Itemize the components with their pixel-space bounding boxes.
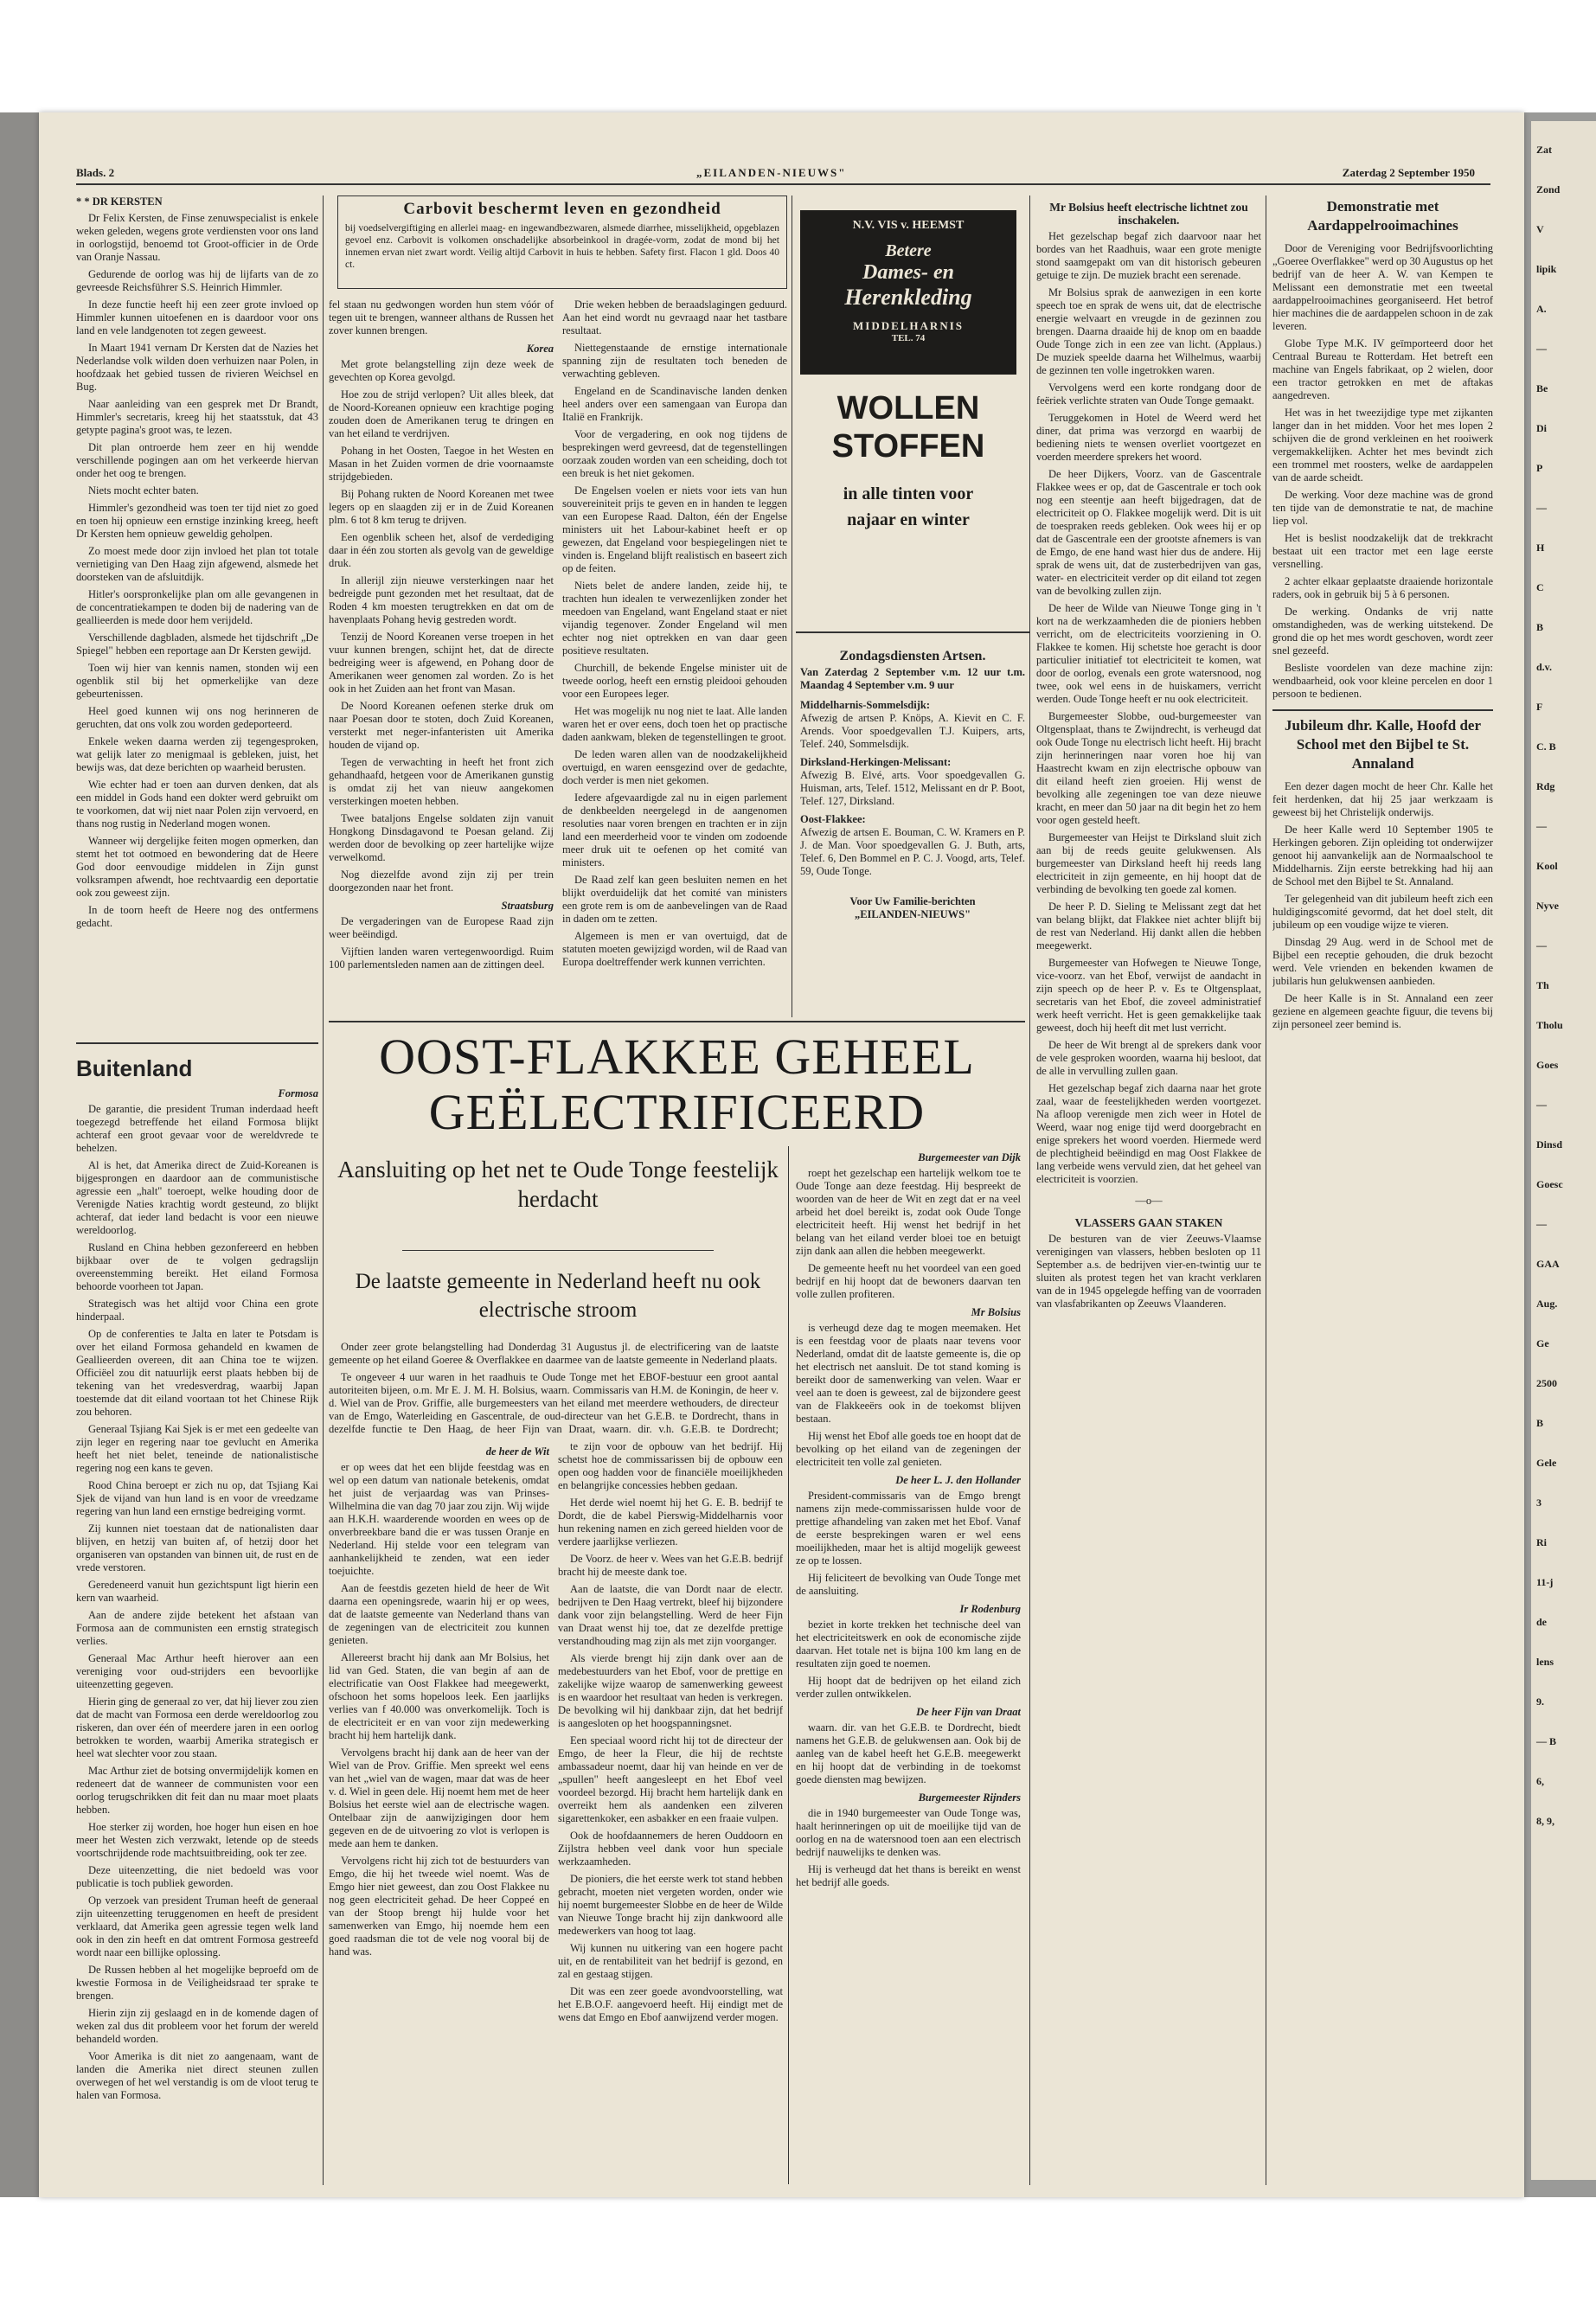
paragraph: Teruggekomen in Hotel de Weerd werd het diner, dat prima was verzorgd en waarbij de bediening niets te wensen overliet voortgezet en voerden meerdere sprekers het woord.: [1036, 412, 1261, 463]
paragraph: De Raad zelf kan geen besluiten nemen en het blijkt overduidelijk dat het comité van ministers een grote rem is om de aanbevelingen van de Raad in daden om te zetten.: [562, 874, 787, 925]
paragraph: er op wees dat het een blijde feestdag was en wel op een datum van nationale betekenis, omdat het juist de verjaardag was van Prinses-Wilhelmina die van dag 70 jaar zou zijn. Wij wijde aan H.K.H. waarderende woorden en wees op de onverbreekbare band die er was tussen Oranje en Nederland. Hij stelde voor een telegram van aanhankelijkheid te zenden, wat een ieder toejuichte.: [329, 1461, 549, 1577]
paragraph: Wanneer wij dergelijke feiten mogen opmerken, dan stemt het tot ootmoed en bewondering dat de Heere God door eenvoudige middelen in Zijn gunst volksrampen afwendt, hoe rechtvaardig een deportatie ook zou geweest zijn.: [76, 835, 318, 899]
sig-rijnders: Burgemeester Rijnders: [918, 1791, 1021, 1804]
paragraph: De heer Kalle werd 10 September 1905 te Herkingen geboren. Zijn opleiding tot onderwijzer genoot hij aanvankelijk aan de Normaalschool te Middelharnis. Zijn eerste betrekking had hij aan de School met den Bijbel te St. Annaland.: [1272, 824, 1493, 888]
main-subhead-1: Aansluiting op het net te Oude Tonge feestelijk herdacht: [337, 1157, 779, 1212]
paragraph: Geredeneerd vanuit hun gezichtspunt ligt hierin een kern van waarheid.: [76, 1579, 318, 1604]
korea-dateline: Korea: [526, 343, 554, 355]
artsen-section-head: Middelharnis-Sommelsdijk:: [800, 699, 931, 711]
paragraph: Pohang in het Oosten, Taegoe in het Westen en Masan in het Zuiden vormen de drie voornaamste strijdgebieden.: [329, 445, 554, 483]
paragraph: Toen wij hier van kennis namen, stonden wij een ogenblik stil bij het opmerkelijke van deze gebeurtenissen.: [76, 662, 318, 700]
headline-rule: [329, 1021, 1025, 1022]
partial-fragment: lipik: [1536, 263, 1557, 275]
partial-fragment: C: [1536, 581, 1544, 593]
main-body2: [329, 1461, 549, 1958]
masthead-rule: [76, 183, 1490, 185]
partial-fragment: —: [1536, 502, 1547, 514]
buitenland-paragraphs: [76, 1103, 318, 2102]
paragraph: De pioniers, die het eerste werk tot stand hebben gebracht, moeten niet vergeten worden, onder wie hij noemt burgemeester Slobbe en de heer de Wilde van Nieuwe Tonge bracht hij zijn dankwoord alle medewerkers van hoog tot laag.: [558, 1873, 783, 1937]
ad-rule: [796, 631, 1029, 633]
paragraph: Hierin zijn zij geslaagd en in de komende dagen of weken zal dus dit probleem voor het forum der wereld behandeld worden.: [76, 2007, 318, 2045]
paragraph: Niets belet de andere landen, zeide hij, te trachten hun idealen te verwezenlijken zonder het meedoen van Engeland, want Engeland staat er niet vijandig tegenover. Zonder Engeland wil men echter nog niet optrekken en van daar geen positieve resultaten.: [562, 580, 787, 657]
paragraph: Churchill, de bekende Engelse minister uit de tweede oorlog, heeft een ernstig pleidooi gehouden voor een Europees leger.: [562, 662, 787, 700]
column-divider: [1029, 195, 1030, 2185]
artsen-footer-1: Voor Uw Familie-berichten: [849, 895, 976, 907]
paragraph: Gedurende de oorlog was hij de lijfarts van de zo gevreesde Reichsführer S.S. Heinrich Himmler.: [76, 268, 318, 293]
paragraph: Niettegenstaande de ernstige internationale spanning zijn de resultaten toch beneden de verwachting gebleven.: [562, 342, 787, 380]
partial-fragment: —: [1536, 939, 1547, 952]
main-col4: [796, 1322, 1021, 1469]
vlassers-title: VLASSERS GAAN STAKEN: [1074, 1216, 1223, 1229]
partial-fragment: 11-j: [1536, 1576, 1554, 1588]
paragraph: Hij feliciteert de bevolking van Oude Tonge met de aansluiting.: [796, 1572, 1021, 1597]
left-margin: [0, 112, 39, 2197]
paragraph: Generaal Mac Arthur heeft hierover aan een vereniging voor oud-strijders een bevoorlijke uiteenzetting gegeven.: [76, 1652, 318, 1690]
partial-fragment: —: [1536, 1218, 1547, 1230]
sig-dewit: de heer de Wit: [485, 1445, 549, 1458]
paragraph: Een dezer dagen mocht de heer Chr. Kalle het feit herdenken, dat hij 25 jaar werkzaam is geweest bij het Christelijk onderwijs.: [1272, 780, 1493, 818]
paragraph: 2 achter elkaar geplaatste draaiende horizontale raders, ook in gebruik bij 5 à 6 personen.: [1272, 575, 1493, 600]
main-subhead-2: De laatste gemeente in Nederland heeft nu ook electrische stroom: [355, 1270, 761, 1322]
column-divider: [323, 195, 324, 2185]
vlassers-text: De besturen van de vier Zeeuws-Vlaamse verenigingen van vlassers, hebben besloten op 11 September a.s. de bedrijven vier-en-twintig uur te sluiten als protest tegen het van kracht verklaren van de in 1945 opgelegde heffing van de voorraden van vlasfabrikanten op Zeeuws Vlaanderen.: [1036, 1233, 1261, 1310]
ad-line-3: Herenkleding: [844, 285, 972, 310]
top-margin: [0, 0, 1596, 112]
paragraph: die in 1940 burgemeester van Oude Tonge was, haalt herinneringen op uit de moeilijke tijd van de oorlog en na de watersnood toen aan een electrisch bedrijf nauwelijks te denken was.: [796, 1807, 1021, 1858]
paragraph: Drie weken hebben de beraadslagingen geduurd. Aan het eind wordt nu gevraagd naar het tastbare resultaat.: [562, 298, 787, 336]
buitenland-article: [76, 1051, 318, 2184]
paragraph: Te ongeveer 4 uur waren in het raadhuis te Oude Tonge met het EBOF-bestuur een groot aantal autoriteiten bijeen, o.m. Mr E. J. M. H. Bolsius, waarn. Commissaris van H.M. de Koningin, de heer v. d. Wiel van de Prov. Griffie, alle burgemeesters van het eiland met meerdere wethouders, de directeur van de Emgo, Waterleiding en Gascentrale, de oud-directeur van het G.E.B. te Dordrecht, thans in dezelfde functie te Den Haag, de heer Fijn van Draat, waarn. dir. v.h. G.E.B. te Dordrecht;: [329, 1371, 779, 1435]
vis-heemst-logo: [800, 210, 1016, 375]
right-column: [1036, 195, 1261, 2185]
carbovit-ad: [337, 195, 787, 289]
paragraph: Niets mocht echter baten.: [88, 484, 199, 497]
paragraph: Algemeen is men er van overtuigd, dat de statuten moeten gewijzigd worden, wil de Raad van Europa doeltreffender werk kunnen verrichten.: [562, 930, 787, 968]
paragraph: De gemeente heeft nu het voordeel van een goed bedrijf en hij hoopt dat de bewoners daarvan ten volle zullen profiteren.: [796, 1262, 1021, 1300]
korea-paragraphs: [329, 358, 554, 894]
carbovit-title: Carbovit beschermt leven en gezondheid: [403, 200, 721, 218]
paragraph: Hitler's oorspronkelijke plan om alle gevangenen in de concentratiekampen te doden bij de nadering van de geallieerden is mede door hem verijdeld.: [76, 588, 318, 626]
partial-fragment: Kool: [1536, 860, 1558, 872]
partial-fragment: Goes: [1536, 1059, 1559, 1071]
paragraph: beziet in korte trekken het technische deel van het electriciteitswerk en ook de economische zijde daarvan. Het totale net is bijna 100 km lang en de resultaten zijn goed te noemen.: [796, 1618, 1021, 1670]
sig-rodenburg: Ir Rodenburg: [959, 1603, 1021, 1615]
paragraph: Dit plan ontroerde hem zeer en hij wendde verschillende pogingen aan om het verkeerde hiervan onder het oog te brengen.: [76, 441, 318, 479]
partial-fragment: Nyve: [1536, 900, 1559, 912]
paragraph: Ter gelegenheid van dit jubileum heeft zich een huldigingscomité gevormd, dat het doel stelt, dit jubileum op een voudige wijze te vieren.: [1272, 893, 1493, 931]
main-col6: [796, 1618, 1021, 1701]
artsen-section-text: Afwezig de artsen E. Bouman, C. W. Kramers en P. J. de Man. Voor spoedgevallen G. J. Buth, arts, Telef. 6, Den Bommel en P. C. J. Voogd, arts, Telef. 59, Oude Tonge.: [800, 826, 1025, 877]
paragraph: Vijftien landen waren vertegenwoordigd. Ruim 100 parlementsleden namen aan de zittingen deel.: [329, 945, 554, 971]
paragraph: Wij kunnen nu uitkering van een hogere pacht uit, en de rentabiliteit van het bedrijf is gezond, en zal en gestaag stijgen.: [558, 1942, 783, 1980]
partial-fragment: B: [1536, 1417, 1544, 1429]
paragraph: Dinsdag 29 Aug. werd in de School met de Bijbel een receptie gehouden, die druk bezocht werd. Vele vrienden en bekenden kwamen de jubilaris hun gelukwensen aanbieden.: [1272, 936, 1493, 987]
paragraph: Dr Felix Kersten, de Finse zenuwspecialist is enkele weken geleden, wegens grote verdiensten voor ons land in oorlogstijd, benoemd tot Groot-officier in de Orde van Oranje Nassau.: [76, 212, 318, 263]
para-sieling: De heer P. D. Sieling te Melissant zegt dat het van belang blijkt, dat Flakkee niet achter blijft bij de rest van Nederland. Hij dankt allen die hebben meegewerkt.: [1036, 901, 1261, 952]
partial-fragment: —: [1536, 820, 1547, 832]
partial-fragment: C. B: [1536, 740, 1556, 753]
paragraph: Een speciaal woord richt hij tot de directeur der Emgo, de heer la Fleur, die hij de rechtste ambassadeur noemt, daar hij van heinde en ver de „spullen" heeft aangesleept en het Ebof veel voordeel bezorgd. Hij bracht hem hartelijk dank en overreikt hem als aandenken een zilveren sigarettenkoker, een asbakker en een fraaie vulpen.: [558, 1734, 783, 1824]
ad-place: MIDDELHARNIS: [852, 319, 964, 332]
paragraph: In deze functie heeft hij een zeer grote invloed op Himmler kunnen uitoefenen en is daardoor voor ons land en vele landgenoten tot zegen geweest.: [76, 298, 318, 336]
demonstratie-paragraphs: [1272, 242, 1493, 701]
paragraph: Tegen de verwachting in heeft het front zich gehandhaafd, hetgeen voor de Amerikanen gunstig is omdat zij het van nieuw aangekomen versterkingen moeten hebben.: [329, 756, 554, 807]
partial-fragment: — B: [1536, 1735, 1557, 1747]
paragraph: Nog diezelfde avond zijn zij per trein doorgezonden naar het front.: [329, 868, 554, 894]
paragraph: Een ogenblik scheen het, alsof de verdediging daar in één zou storten als gevolg van de geweldige druk.: [329, 531, 554, 569]
bolsius-paragraphs: [1036, 230, 1261, 464]
artsen-section-text: Afwezig de artsen P. Knöps, A. Kievit en C. F. Arends. Voor spoedgevallen T.J. Kuipers, arts, Telef. 240, Sommelsdijk.: [800, 712, 1025, 750]
column-rule: [76, 1042, 318, 1044]
kersten-heading: * * DR KERSTEN: [76, 195, 163, 208]
sig-vandijk: Burgemeester van Dijk: [918, 1151, 1021, 1163]
next-page-fragments: [1531, 121, 1596, 1841]
paragraph: Aan de andere zijde betekent het afstaan van Formosa aan de communisten een ernstig strategisch verlies.: [76, 1609, 318, 1647]
paragraph: roept het gezelschap een hartelijk welkom toe te Oude Tonge aan deze feestdag. Hij bespreekt de woorden van de heer de Wit en zegt dat er na veel arbeid het doel bereikt is, zodat ook Oude Tonge electriciteit heeft. Hij wenst het bedrijf in het belang van het eiland verder bloei toe en betuigt zijn dank aan allen die hebben meegewerkt.: [796, 1167, 1021, 1257]
paragraph: De Voorz. de heer v. Wees van het G.E.B. bedrijf bracht hij de meeste dank toe.: [558, 1553, 783, 1578]
straatsburg-paragraphs: [329, 915, 554, 971]
paragraph: Deze uiteenzetting, die niet bedoeld was voor publicatie is toch publiek geworden.: [76, 1864, 318, 1889]
para-hofwegen: Burgemeester van Hofwegen te Nieuwe Tonge, vice-voorz. van het Ebof, verwijst de aandacht in zijn speech op de heer P. v. Es te Oltgensplaat, secretaris van het Ebof, die zoveel administratief werk heeft verricht. Het is geen gemakkelijke taak geweest, doch hij heeft dit met lust verricht.: [1036, 957, 1261, 1034]
partial-fragment: H: [1536, 542, 1545, 554]
main-col7: [796, 1721, 1021, 1786]
korea-lead: fel staan nu gedwongen worden hun stem vóór of tegen uit te brengen, wanneer althans de Russen het zover kunnen brengen.: [329, 298, 554, 336]
paragraph: De vergaderingen van de Europese Raad zijn weer beëindigd.: [329, 915, 554, 940]
paragraph: De Russen hebben al het mogelijke beproefd om de kwestie Formosa in de Veiligheidsraad ter sprake te brengen.: [76, 1964, 318, 2002]
kalle-paragraphs: [1272, 780, 1493, 1031]
paragraph: Zij kunnen niet toestaan dat de nationalisten daar blijven, en hetzij van buiten af, of hetzij door het organiseren van opstanden van binnen uit, de rust en de vrede verstoren.: [76, 1522, 318, 1574]
paragraph: Hij hoopt dat de bedrijven op het eiland zich verder zullen ontwikkelen.: [796, 1675, 1021, 1700]
partial-fragment: Tholu: [1536, 1019, 1563, 1031]
paragraph: Generaal Tsjiang Kai Sjek is er met een gedeelte van zijn leger en regering naar toe gevlucht en Amerika heeft het niet belet, teneinde de nationalistische regering nog een kans te geven.: [76, 1423, 318, 1474]
partial-fragment: Th: [1536, 979, 1549, 991]
main-headline-1: OOST-FLAKKEE GEHEEL: [379, 1029, 975, 1085]
ad-line-2: Dames- en: [862, 261, 954, 284]
paragraph: In Maart 1941 vernam Dr Kersten dat de Nazies het Nederlandse volk wilden doen verhuizen naar Polen, in hoofdzaak het gebied tussen de rivieren Weichsel en Bug.: [76, 342, 318, 393]
paragraph: Al is het, dat Amerika direct de Zuid-Koreanen is bijgesprongen en daardoor aan de communistische agressie een „halt" toeroept, welke houding door de Verenigde Naties krachtig wordt gesteund, zo blijkt achteraf, dat ieder land bedacht is voor een nieuwe wereldoorlog.: [76, 1159, 318, 1236]
partial-fragment: Dinsd: [1536, 1138, 1563, 1150]
paragraph: Engeland en de Scandinavische landen denken heel anders over een samengaan van Europa dan Italië en Frankrijk.: [562, 385, 787, 423]
paragraph: Strategisch was het altijd voor China een grote hinderpaal.: [76, 1298, 318, 1323]
paragraph: In de toorn heeft de Heere nog des ontfermens gedacht.: [76, 904, 318, 929]
far-right-column: [1272, 195, 1493, 2185]
artsen-section-head: Dirksland-Herkingen-Melissant:: [800, 756, 952, 768]
subhead-rule: [402, 1250, 714, 1251]
paragraph: Tenzij de Noord Koreanen verse troepen in het vuur kunnen brengen, schijnt het, dat de directe bedreiging weer is afgewend, en Pohang door de Amerikanen weer genomen zal worden. Zo is het ook in het Zuiden aan het front van Masan.: [329, 631, 554, 695]
main-article-body: [329, 1341, 779, 1436]
divider: —o—: [1135, 1195, 1163, 1207]
partial-fragment: Zat: [1536, 144, 1552, 156]
partial-fragment: Ge: [1536, 1337, 1549, 1349]
paragraph: Hij is verheugd dat het thans is bereikt en wenst het bedrijf alle goeds.: [796, 1863, 1021, 1888]
paragraph: Ook de hoofdaannemers de heren Ouddoorn en Zijlstra hebben veel dank voor hun speciale werkzaamheden.: [558, 1830, 783, 1868]
paragraph: Mac Arthur ziet de botsing onvermijdelijk komen en redeneert dat de wanneer de communisten voor een oorlog terugschrikken dit feit dan nu maar moet plaats hebben.: [76, 1765, 318, 1816]
ad-head-2: STOFFEN: [831, 428, 985, 465]
paragraph: Zo moest mede door zijn invloed het plan tot totale vernietiging van Den Haag zijn afgewend, alsmede het doorsteken van de afsluitdijk.: [76, 545, 318, 583]
paragraph: Als vierde brengt hij zijn dank over aan de medebestuurders van het Ebof, voor de prettige en zakelijke wijze waarop de samenwerking geweest is en waardoor het resultaat van heden is verkregen. De bevolking wil hij dankbaar zijn, dat het bedrijf is aangesloten op het hoogspanningsnet.: [558, 1652, 783, 1729]
paragraph: Mr Bolsius sprak de aanwezigen in een korte speech toe en sprak de wens uit, dat de electrische energie welvaart en vreugde in de gezinnen zou brengen. Daarna draaide hij de knop om en baadde Oude Tonge zich in een zee van licht. (Applaus.) De muziek speelde daarna het Wilhelmus, waarbij de gezinnen ten volle ingetrokken waren.: [1036, 286, 1261, 376]
paragraph: Besliste voordelen van deze machine zijn: wendbaarheid, ook voor kleine percelen en door 1 persoon te bedienen.: [1272, 662, 1493, 700]
partial-fragment: 8, 9,: [1536, 1815, 1554, 1827]
paragraph: Twee bataljons Engelse soldaten zijn vanuit Hongkong Dinsdagavond te Poesan geland. Zij werden door de bevolking op zeer hartelijke wijze verwelkomd.: [329, 812, 554, 863]
brand-name: N.V. VIS v. HEEMST: [852, 219, 965, 232]
artsen-box: [800, 644, 1025, 1008]
ad-head-1: WOLLEN: [836, 390, 980, 426]
ad-line-1: Betere: [885, 241, 932, 260]
paragraph: Hoe sterker zij worden, hoe hoger hun eisen en hoe meer het Westen zich verzwakt, letende op de steeds voortschrijdende rode machtsuitbreiding, ook ter zee.: [76, 1821, 318, 1859]
paragraph: Hij wenst het Ebof alle goeds toe en hoopt dat de bevolking op het eiland van de zegeningen der electriciteit ten volle zal genieten.: [796, 1430, 1021, 1468]
partial-fragment: —: [1536, 1099, 1547, 1111]
paragraph: Rood China beroept er zich nu op, dat Tsjiang Kai Sjek de vijand van hun land is en voor de vreedzame regering van hun land een ernstige bedreiging vormt.: [76, 1479, 318, 1517]
paragraph: Het was in het tweezijdige type met zijkanten langer dan in het midden. Voor het mes lopen 2 schijven die de grond verkleinen en het rooiwerk vergemakkelijken. Achter het mes bevindt zich een trommel met roosters, welke de aardappelen van de aarde scheidt.: [1272, 407, 1493, 484]
paragraph: Vervolgens richt hij zich tot de bestuurders van Emgo, die hij het tweede wiel noemt. Was de Emgo hier niet geweest, dan zou Oost Flakkee nu nog geen electriciteit gehad. De heer Coppeé en van der Stoop brengt hij hulde voor het samenwerken van Emgo, hij noemde hem een goed raadsman die tot de vele nog vooral bij de hand was.: [329, 1855, 549, 1958]
next-page-edge: [1531, 121, 1596, 2180]
masthead-title: „EILANDEN-NIEUWS": [696, 166, 847, 179]
partial-fragment: 9.: [1536, 1695, 1544, 1708]
para-dewit: De heer de Wit brengt al de sprekers dank voor de vele gesproken woorden, waarna hij besloot, dat de alle in vervulling zullen gaan.: [1036, 1039, 1261, 1077]
newspaper-page: [39, 112, 1524, 2197]
main-headline-2: GEËLECTRIFICEERD: [428, 1084, 926, 1140]
partial-fragment: Zond: [1536, 183, 1561, 195]
partial-fragment: d.v.: [1536, 661, 1553, 673]
partial-fragment: 3: [1536, 1497, 1542, 1509]
partial-fragment: V: [1536, 223, 1544, 235]
artsen-period: Van Zaterdag 2 September v.m. 12 uur t.m. Maandag 4 September v.m. 9 uur: [800, 666, 1025, 691]
partial-fragment: GAA: [1536, 1258, 1560, 1270]
paragraph: Onder zeer grote belangstelling had Donderdag 31 Augustus jl. de electrificering van de laatste gemeente op het eiland Goeree & Overflakkee en daarmee van de laatste gemeente in Nederland plaats.: [329, 1341, 779, 1366]
paragraph: Dit was een zeer goede avondvoorstelling, wat het E.B.O.F. aangevoerd heeft. Hij eindigt met de wens dat Emgo en Ebof aanwijzend verder mogen.: [558, 1985, 783, 2023]
paragraph: In allerijl zijn nieuwe versterkingen naar het bedreigde punt gezonden met het resultaat, dat de Roden 4 km moesten terugtrekken en dat om de havenplaats Pohang hevig gestreden wordt.: [329, 574, 554, 625]
paragraph: De werking. Voor deze machine was de grond ten tijde van de demonstratie te nat, de machine liep vol.: [1272, 489, 1493, 527]
kersten-article: [76, 195, 318, 1039]
buitenland-dateline: Formosa: [278, 1087, 318, 1099]
artsen-footer-2: „EILANDEN-NIEUWS": [854, 908, 971, 920]
paragraph: Naar aanleiding van een gesprek met Dr Brandt, Himmler's secretaris, kreeg hij het staatsstuk, dat 43 getypte pagina's groot was, te lezen.: [76, 398, 318, 436]
partial-fragment: lens: [1536, 1656, 1554, 1668]
kalle-title: Jubileum dhr. Kalle, Hoofd der School met den Bijbel te St. Annaland: [1284, 717, 1481, 772]
paragraph: Het derde wiel noemt hij het G. E. B. bedrijf te Dordt, die de kabel Pierswig-Middelharnis voor hun rekening namen en zich gereed hielden voor de verdere jaarlijkse verliezen.: [558, 1497, 783, 1548]
partial-fragment: Goesc: [1536, 1178, 1563, 1190]
paragraph: Iedere afgevaardigde zal nu in eigen parlement de denkbeelden neergelegd in de aangenomen resoluties naar voren brengen en trachten er in zijn land een meerderheid voor te vinden om zodoende meer druk uit te oefenen op het comité van ministers.: [562, 792, 787, 868]
paragraph: Vervolgens werd een korte rondgang door de feëriek verlichte straten van Oude Tonge gemaakt.: [1036, 381, 1261, 407]
paragraph: Voor de vergadering, en ook nog tijdens de besprekingen werd gevreesd, dat de tegenstellingen oorzaak zouden worden van een scheiding, doch tot een breuk is het niet gekomen.: [562, 428, 787, 479]
paragraph: Globe Type M.K. IV geïmporteerd door het Centraal Bureau te Rotterdam. Het betreft een machine van Engels fabrikaat, op 2 wielen, door een tractor getrokken en met de aftakas aangedreven.: [1272, 337, 1493, 401]
partial-fragment: 6,: [1536, 1775, 1544, 1787]
paragraph: Heel goed kunnen wij ons nog herinneren de geruchten, dat ons volk zou worden gedeporteerd.: [76, 705, 318, 730]
artsen-title: Zondagsdiensten Artsen.: [839, 649, 986, 663]
straatsburg-article: [562, 298, 787, 1016]
ad-tel: TEL. 74: [891, 333, 926, 343]
paragraph: De leden waren allen van de noodzakelijkheid overtuigd, en waren eensgezind over de gedachte, doch verder is men niet gekomen.: [562, 748, 787, 786]
paragraph: Voor Amerika is dit niet zo aangenaam, want de landen die Amerika niet direct steunen zullen overwegen of het wel verstandig is om de vloot terug te halen van Formosa.: [76, 2050, 318, 2101]
bolsius-title: Mr Bolsius heeft electrische lichtnet zou inschakelen.: [1049, 201, 1248, 227]
paragraph: De werking. Ondanks de vrij natte omstandigheden, was de werking uitstekend. De grond die op het mes wordt geschoven, wordt zeer snel gezeefd.: [1272, 606, 1493, 657]
paragraph: Het is beslist noodzakelijk dat de trekkracht bestaat uit een tractor met een lage eerste versnelling.: [1272, 532, 1493, 570]
kersten-paragraphs: [76, 212, 318, 930]
section-rule: [1272, 709, 1493, 711]
main-col8: [796, 1807, 1021, 1889]
paragraph: Verschillende dagbladen, alsmede het tijdschrift „De Spiegel" hebben een reportage aan Dr Kersten gewijd.: [76, 631, 318, 657]
paragraph: De Engelsen voelen er niets voor iets van hun souvereiniteit prijs te geven en in handen te leggen van een Europese Raad. Dalton, één der Engelse ministers uit het Labour-kabinet heeft er op gewezen, dat Engeland voor bespiegelingen niet te vinden is. Engeland blijft realistisch en baseert zich op de feiten.: [562, 484, 787, 574]
paragraph: Himmler's gezondheid was toen ter tijd niet zo goed en toen hij opnieuw een ernstige inzinking kreeg, heeft Dr Kersten hem opnieuw geweldig geholpen.: [76, 502, 318, 540]
wollen-stoffen-ad: [800, 389, 1016, 533]
para-heijst: Burgemeester van Heijst te Dirksland sluit zich aan bij de reeds geuite gelukwensen. Als burgemeester van Dirksland heeft hij reeds lang electriciteit in zijn gemeente, en hij hoopt dat de verbinding de bevolking ten goede zal komen.: [1036, 831, 1261, 895]
main-article-col-2: [558, 1440, 783, 2184]
main-col2: [558, 1440, 783, 2024]
paragraph: Hoe zou de strijd verlopen? Uit alles bleek, dat de Noord-Koreanen opnieuw een krachtige poging zouden doen de Amerikanen terug te dringen en van het eiland te verdrijven.: [329, 388, 554, 439]
paragraph: waarn. dir. van het G.E.B. te Dordrecht, biedt namens het G.E.B. de gelukwensen aan. Ook bij de aanleg van de kabel heeft het G.E.B. meegewerkt en hij hoopt dat de verbinding in de toekomst goede diensten mag bewijzen.: [796, 1721, 1021, 1785]
paragraph: Allereerst bracht hij dank aan Mr Bolsius, het lid van Ged. Staten, die van begin af aan de electrificatie van Oost Flakkee had meegewerkt, ofschoon het soms hopeloos leek. Een jaarlijks verlies van f 40.000 was onverkomelijk. Toch is de electriciteit er en van voor zijn medewerking bracht hij hem hartelijk dank.: [329, 1651, 549, 1741]
main-headline: [329, 1029, 1025, 1140]
para-end: Het gezelschap begaf zich daarna naar het grote zaal, waar de feestelijkheden werden voortgezet. Na afloop verenigde men zich weer in Hotel de Weerd, waar nog enige tijd werd doorgebracht en enige sprekers het woord voerden. Hiermede werd de plechtigheid beëindigd en mag Oost Flakkee de lang verbeide wens vervuld zien, dat het geheel van electriciteit is voorzien.: [1036, 1082, 1261, 1185]
artsen-sections: [800, 699, 1025, 878]
paragraph: te zijn voor de opbouw van het bedrijf. Hij schetst hoe de commissarissen bij de opbouw een open oog hadden voor de financiële moeilijkheden en belangrijke concessies hebben gedaan.: [558, 1440, 783, 1491]
bottom-margin: [0, 2197, 1596, 2301]
paragraph: is verheugd deze dag te mogen meemaken. Het is een feestdag voor de plaats naar tevens voor Nederland, omdat dit de laatste gemeente is, die op het electrisch net aansluit. De tot stand koming is bereikt door de samenwerking van velen. Waar er veel aan te doen is geweest, zal de bijzondere geest van de Flakkeeërs ook in de toekomst blijven bestaan.: [796, 1322, 1021, 1425]
paragraph: Door de Vereniging voor Bedrijfsvoorlichting „Goeree Overflakkee" werd op 30 Augustus op het bedrijf van de heer A. W. van Kempen te Melissant een demonstratie met een tweetal aardappelrooimachines georganiseerd. Het betrof hier machines die de aardappelen schoon in de zak leveren.: [1272, 242, 1493, 332]
artsen-section-text: Afwezig B. Elvé, arts. Voor spoedgevallen G. Huisman, arts, Telef. 1512, Melissant en dr P. Boot, Telef. 127, Dirksland.: [800, 769, 1025, 807]
paragraph: Hierin ging de generaal zo ver, dat hij liever zou zien dat de macht van Formosa een derde wereldoorlog zou riskeren, dan over één of meerdere jaren in een oorlog betrokken te worden, waarbij Amerika strategisch er heel wat slechter voor zou staan.: [76, 1695, 318, 1759]
artsen-section-head: Oost-Flakkee:: [800, 813, 866, 825]
main-article-intro: [329, 1341, 779, 1436]
main-col5: [796, 1490, 1021, 1598]
partial-fragment: Rdg: [1536, 780, 1555, 792]
para-dewilde: De heer de Wilde van Nieuwe Tonge ging in 't kort na de werkzaamheden die de pioniers hebben verricht, om de electriciteits voorziening in O. Flakkee te komen. Hij schetste hoe geracht is door particulier initiatief tot electriciteit te komen, wat door de oorlog, evenals een grote watersnood, nog twee, ook wel eens in de huiskamers, verricht werden. Oude Tonge heeft er nu ook electriciteit.: [1036, 602, 1261, 705]
paragraph: Enkele weken daarna werden zij tegengesproken, wat gelijk later zo menigmaal is gebleken, juist, het bewijs was, dat deze berichten op waarheid berusten.: [76, 735, 318, 773]
sig-fijnvandraat: De heer Fijn van Draat: [916, 1706, 1021, 1718]
partial-fragment: 2500: [1536, 1377, 1557, 1389]
ad-sub: in alle tinten voor najaar en winter: [843, 484, 974, 529]
partial-fragment: Aug.: [1536, 1298, 1558, 1310]
paragraph: Aan de feestdis gezeten hield de heer de Wit daarna een openingsrede, waarin hij er op wees, dat de laatste gemeente van Nederland thans van de zegeningen van de electriciteit zou kunnen genieten.: [329, 1582, 549, 1646]
para-dijkers: De heer Dijkers, Voorz. van de Gascentrale Flakkee wees er op, dat de Gascentrale er toch ook nog een steentje aan heeft bijgedragen, dat de electriciteit op O. Flakkee mogelijk werd. Dit is uit de toespraken reeds gebleken. Ook wees hij er op dat de Gascentrale een der grootste afnemers is van de Emgo, de ene hand wast hier dus de andere. Hij sprak de wens uit, dat de zusterbedrijven van gas, water- en electriciteit verder op dit eiland tot zegen van de bevolking zullen zijn.: [1036, 468, 1261, 597]
paragraph: President-commissaris van de Emgo brengt namens zijn mede-commissarissen hulde voor de prettige afhandeling van zaken met het Ebof. Vanaf de eerste besprekingen waren er wel eens moeilijkheden, maar het is altijd mogelijk geweest ze op te lossen.: [796, 1490, 1021, 1567]
masthead-date: Zaterdag 2 September 1950: [1342, 166, 1475, 179]
paragraph: Aan de laatste, die van Dordt naar de electr. bedrijven te Den Haag vertrekt, bleef hij bijzondere dank voor zijn belangstelling. Werd de heer Fijn van Draat wenst hij toe, dat ze dezelfde prettige verstandhouding mag zijn als met zijn voorganger.: [558, 1583, 783, 1647]
paragraph: Het was mogelijk nu nog niet te laat. Alle landen waren het er over eens, doch toen het op practische daden aankwam, bleken de tegenstellingen te groot.: [562, 705, 787, 743]
partial-fragment: de: [1536, 1616, 1547, 1628]
main-article-col-3: [796, 1146, 1021, 2184]
partial-fragment: Be: [1536, 382, 1548, 394]
paragraph: Rusland en China hebben gezonfereerd en hebben bijkbaar over de te volgen gedragslijn overeenstemming bereikt. Het eiland Formosa behoorde voorheen tot Japan.: [76, 1241, 318, 1292]
main-article-col-1: [329, 1440, 549, 2184]
partial-fragment: Di: [1536, 422, 1547, 434]
paragraph: De heer Kalle is in St. Annaland een zeer geziene en algemeen geachte figuur, die tevens bij zijn personeel zeer bemind is.: [1272, 992, 1493, 1030]
paragraph: Op de conferenties te Jalta en later te Potsdam is over het eiland Formosa gehandeld en kwamen de Geallieerden overeen, dit aan China toe te wijzen. Officiëel zou dit natuurlijk eerst plaats hebben bij de tekening van het vredesverdrag, waarbij Japan toestemde dat dit eiland voortaan tot het Chinese Rijk zou behoren.: [76, 1328, 318, 1418]
buitenland-title: Buitenland: [76, 1055, 193, 1081]
paragraph: De Noord Koreanen oefenen sterke druk om naar Poesan door te stoten, doch Zuid Koreanen, versterkt met neger-infanteristen uit Amerika houden de vijand op.: [329, 700, 554, 751]
sig-bolsius: Mr Bolsius: [971, 1306, 1021, 1318]
paragraph: Het gezelschap begaf zich daarvoor naar het bordes van het Raadhuis, waar een grote menigte stond saamgepakt om van dit historisch gebeuren getuige te zijn. De muziek bracht een serenade.: [1036, 230, 1261, 281]
page-number: Blads. 2: [76, 166, 115, 179]
straatsburg-more-paragraphs: [562, 298, 787, 969]
paragraph: De garantie, die president Truman inderdaad heeft toegezegd betreffende het eiland Formosa blijkt achteraf een groot gevaar voor de wereldvrede te behelzen.: [76, 1103, 318, 1154]
demonstratie-title: Demonstratie met Aardappelrooimachines: [1307, 198, 1458, 234]
main-col3: [796, 1167, 1021, 1301]
partial-fragment: P: [1536, 462, 1543, 474]
partial-fragment: Gele: [1536, 1457, 1557, 1469]
partial-fragment: B: [1536, 621, 1544, 633]
carbovit-text: bij voedselvergiftiging en allerlei maag- en ingewandbezwaren, alsmede diarrhee, misselijkheid, opgeblazen gevoel enz. Carbovit is volkomen onschadelijke absorbeinkool in dragée-vorm, zodat de mond bij het innemen ervan niet zwart wordt. Veilig altijd Carbovit in huis te hebben. Safety first. Flacon 1 gld. Doos 40 ct.: [345, 223, 779, 270]
korea-article: [329, 298, 554, 1016]
partial-fragment: Ri: [1536, 1536, 1547, 1548]
paragraph: Vervolgens bracht hij dank aan de heer van der Wiel van de Prov. Griffie. Men spreekt wel eens van het „wiel van de wagen, maar dat was de heer v. d. Wiel in geen dele. Hij noemt hem met de heer Bolsius het eerste wiel aan de electrische wagen. Ontelbaar zijn de aanwijzigingen door hem gegeven en de de uitvoering zo vlot is verlopen is mede aan hem te danken.: [329, 1747, 549, 1849]
partial-fragment: A.: [1536, 303, 1547, 315]
paragraph: Op verzoek van president Truman heeft de generaal zijn uiteenzetting teruggenomen en heeft de president verklaard, dat Amerika geen agressie tegen welk land ook in den zin heeft en dat omtrent Formosa gestreefd wordt naar een billijke oplossing.: [76, 1894, 318, 1958]
paragraph: Bij Pohang rukten de Noord Koreanen met twee legers op en slaagden zij er in de Zuid Koreanen plm. 6 tot 8 km terug te drijven.: [329, 488, 554, 526]
sig-hollander: De heer L. J. den Hollander: [895, 1474, 1021, 1486]
column-divider: [788, 1146, 789, 2184]
paragraph: Met grote belangstelling zijn deze week de gevechten op Korea gevolgd.: [329, 358, 554, 383]
partial-fragment: F: [1536, 701, 1543, 713]
para-slobbe: Burgemeester Slobbe, oud-burgemeester van Oltgensplaat, thans te Zwijndrecht, is verheugd dat ook Oude Tonge nu electrisch licht heeft. Hij bracht zijn herinneringen naar voren hoe hij van Haastrecht kwam en zijn electrische opbouw van dit eiland heeft zien groeien. Hij wenst de bevolking alle zegeningen toe van deze nieuwe kracht, en meer dan 50 jaar na dit begin het zo hem voor ogen gesteld heeft.: [1036, 710, 1261, 826]
paragraph: Wie echter had er toen aan durven denken, dat als een middel in Gods hand een dokter werd gebruikt om te voorkomen, dat wij niet naar Polen zijn vervoerd, en thans nog rustig in Nederland mogen wonen.: [76, 779, 318, 830]
partial-fragment: —: [1536, 343, 1547, 355]
straatsburg-dateline: Straatsburg: [501, 900, 554, 912]
